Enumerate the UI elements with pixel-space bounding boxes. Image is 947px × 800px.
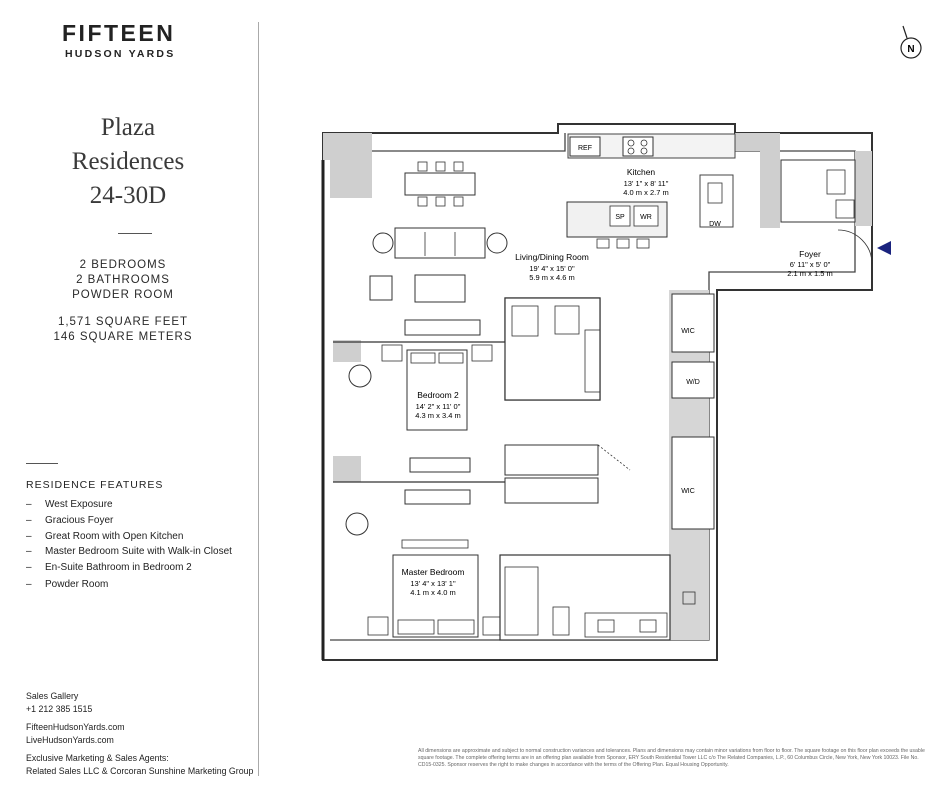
wic-label: WIC [681,328,695,335]
feature-item: – Master Bedroom Suite with Walk-in Closet [26,546,232,557]
master-dims-ft: 13' 4" x 13' 1" [410,579,456,588]
media-console [405,320,480,335]
legal-disclaimer: All dimensions are approximate and subject to normal construction variances and tolerances. Plans and dimensions may contain minor variations from floor to floor. The square footage on this floor plan exceeds the usable square footage. The complete offering terms are in an offering plan available from Sponsor, ERY South Residential Tower LLC c/o The Related Companies, L.P., 60 Columbus Circle, New York, New York 10023. File No. CD15-0325. Sponsor reserves the right to make changes in accordance with the terms of the Offering Plan. Equal Housing Opportunity. [418,748,925,768]
phone-link[interactable]: +1 212 385 1515 [26,704,93,714]
dining-chair [436,162,445,171]
closet [505,478,598,503]
stool [597,239,609,248]
coffee-table [415,275,465,302]
bench [402,540,468,548]
feature-item: – West Exposure [26,499,113,510]
spec-bathrooms: 2 BATHROOMS [76,274,170,286]
dishwasher-label: DW [709,221,721,228]
refrigerator-label: REF [578,145,592,152]
stool [637,239,649,248]
side-table [373,233,393,253]
spec-square-meters: 146 SQUARE METERS [53,331,193,343]
bathroom-2 [505,298,600,400]
sales-gallery-label: Sales Gallery [26,691,79,701]
features-heading: RESIDENCE FEATURES [26,479,164,491]
wall-block [323,133,372,198]
sofa [395,228,485,258]
agents-names: Related Sales LLC & Corcoran Sunshine Marketing Group [26,766,254,776]
stool [617,239,629,248]
dresser [405,490,470,504]
spec-square-feet: 1,571 SQUARE FEET [57,316,189,328]
bedroom-2-dims-ft: 14' 2" x 11' 0" [415,402,461,411]
foyer-name: Foyer [799,249,821,259]
wall-block [333,456,361,482]
bedroom-2-dims-m: 4.3 m x 3.4 m [415,411,461,420]
feature-item: – Great Room with Open Kitchen [26,531,184,542]
nightstand [472,345,492,361]
wine-label: WR [640,214,652,221]
kitchen-name: Kitchen [626,167,656,177]
living-dims-ft: 19' 4" x 15' 0" [529,264,575,273]
nightstand [368,617,388,635]
dining-chair [418,162,427,171]
bedroom-2-name: Bedroom 2 [417,390,459,400]
dining-chair [418,197,427,206]
wd-label: W/D [686,379,700,386]
cooktop [623,137,653,156]
wall-block [735,133,780,228]
sink-label: SP [615,214,625,221]
armchair [370,276,392,300]
compass-label: N [907,44,915,55]
master-dims-m: 4.1 m x 4.0 m [410,588,456,597]
armchair [346,513,368,535]
kitchen-dims-m: 4.0 m x 2.7 m [623,188,669,197]
brand-subname: HUDSON YARDS [65,48,176,60]
website-link[interactable]: FifteenHudsonYards.com [26,722,125,732]
wic-label: WIC [681,488,695,495]
master-bedroom-name: Master Bedroom [401,567,465,577]
feature-item: – En-Suite Bathroom in Bedroom 2 [26,562,192,573]
powder-room [781,160,855,222]
dining-chair [454,197,463,206]
dining-chair [454,162,463,171]
dining-chair [436,197,445,206]
walk-in-closet [672,437,714,529]
brand-name: FIFTEEN [62,20,176,46]
dining-table [405,173,475,195]
website-link[interactable]: LiveHudsonYards.com [26,735,114,745]
wall-block [333,340,361,362]
closet [505,445,598,475]
foyer-dims-m: 2.1 m x 1.5 m [787,269,833,278]
side-table [487,233,507,253]
feature-item: – Gracious Foyer [26,515,114,526]
kitchen-dims-ft: 13' 1" x 8' 11" [623,179,669,188]
unit-title-line-3: 24-30D [89,182,167,209]
foyer-dims-ft: 6' 11" x 5' 0" [789,260,831,269]
agents-label: Exclusive Marketing & Sales Agents: [26,753,169,763]
spec-bedrooms: 2 BEDROOMS [79,259,167,271]
wall-block [855,151,872,226]
closet-door-swing [598,445,630,470]
unit-title-line-2: Residences [71,148,185,175]
dresser [410,458,470,472]
entry-arrow-icon [877,241,891,255]
living-name: Living/Dining Room [515,252,589,262]
walk-in-closet [672,294,714,352]
nightstand [382,345,402,361]
compass-needle [903,26,907,38]
feature-item: – Powder Room [26,579,109,590]
armchair [349,365,371,387]
unit-title-line-1: Plaza [100,114,156,141]
spec-powder-room: POWDER ROOM [72,289,174,301]
living-dims-m: 5.9 m x 4.6 m [529,273,575,282]
